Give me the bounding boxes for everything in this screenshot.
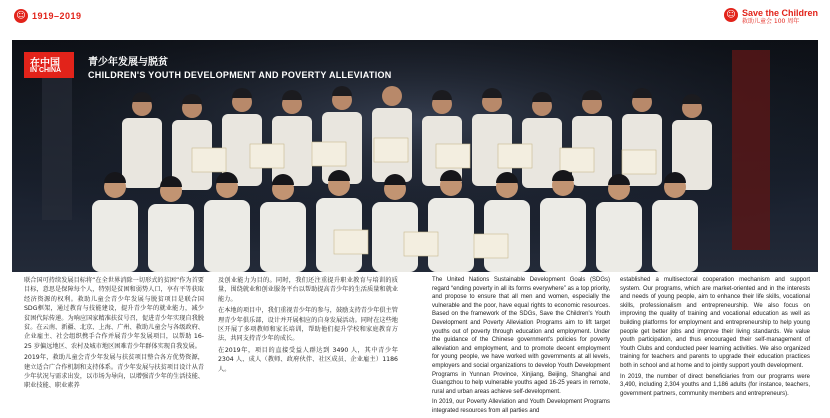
top-bar (0, 0, 830, 34)
paragraph: 在2019年，项目的直接受益人群达到 3490 人，其中青少年 2304 人、成人（教师、政府伙伴、社区成员、企业雇主）1186 人。 (218, 346, 398, 373)
section-title-en: CHILDREN'S YOUTH DEVELOPMENT AND POVERTY ALLEVIATION (88, 70, 392, 80)
paragraph: 及创业能力为目的。同时，我们还注重提升职业教育与培训的质量，围绕就业和创业服务平台以帮助提高青少年的生活质量和就业能力。 (218, 277, 398, 303)
paragraph: 2019年，救助儿童会青少年发展与扶贫项目整合各方优势资源，建立适合广合作机制和支持体系。青少年发展与扶贫项目设计从青少年状况与需求出发，以市场为导向，以增强青少年的生活技能、职业技能、职业素养 (24, 354, 204, 390)
section-label-cn: 在中国 (30, 58, 60, 69)
section-title-cn: 青少年发展与脱贫 (88, 57, 168, 68)
brand-name-cn: 救助儿童会 100 周年 (741, 18, 800, 25)
section-label (24, 52, 74, 78)
english-column-1 (432, 276, 610, 418)
chinese-column-2 (218, 276, 398, 376)
english-column-2 (620, 276, 810, 400)
save-the-children-logo-icon: ☺ (14, 9, 28, 23)
anniversary-years: 1919–2019 (32, 11, 82, 21)
paragraph: The United Nations Sustainable Development Goals (SDGs) regard “ending poverty in all its forms everywhere” as a top priority, and propose to ensure that all men and women, especially the vulnerable and the poor, have equal rights to economic resources. Based on the framework of the SDGs, Save the Children's Youth Development and Poverty Alleviation Programs aim to lift target youths out of poverty through education and employment. Under the guidance of the Chinese government's policies for poverty alleviation and employment, and to promote decent employment for young people, we have worked with governments at all levels, employers and social organizations to develop Youth Development Programs in Yunnan Province, Xinjiang, Beijing, Shanghai and Guangzhou to help vulnerable youths aged 16-25 years in remote, rural and urban areas achieve self-development. (432, 277, 610, 395)
paragraph: 联合国可持续发展目标将“在全世界消除一切形式的贫困”作为首要目标，意思是保障每个人，特别是贫困和弱势人口，享有平等获取经济资源的权利。救助儿童会青少年发展与脱贫项目是联合国SDG框架，通过教育与技能建设，提升青少年的就业能力，减少贫困代际传递。为响应国家精准扶贫号召，促进青少年实现自我脱贫。在云南、新疆、北京、上海、广州、救助儿童会与各级政府、企业雇主、社会组织携手合作并展青少年发展项目，以帮助 16-25 岁偏远地区、农村及城市地区困难青少年群体实现自我发展。 (24, 277, 204, 350)
section-title (88, 53, 392, 80)
chinese-column-1 (24, 276, 204, 393)
brand-name-en: Save the Children (741, 8, 818, 18)
section-label-en: IN CHINA (30, 67, 62, 74)
anniversary-mark (14, 9, 82, 23)
brand-logo (724, 8, 818, 26)
paragraph: 在本地的项目中，我们重视青少年的参与，鼓励支持青少年俱主管理青少年俱乐部，设计并开展相应的自身发展活动。同时在这些地区开展了多项教师和家长培训，帮助他们提升学校和家庭教育方法，共同支持青少年的成长。 (218, 307, 398, 343)
paragraph: established a multisectoral cooperation mechanism and support system. Our programs, which are market-oriented and in the interests and needs of young people, aim to enhance their life skills, vocational skills, professionalism and entrepreneurship. We also focus on improving the quality of training and vocational education as well as building platforms for employment and entrepreneurship to help young people get better jobs and improve their living standards. We value youth participation, and thus encouraged their self-management of Youth Clubs and conducted peer learning activities. We also organized training for teachers and parents to upgrade their education practices both in school and at home and to jointly support youth development. (620, 277, 810, 369)
paragraph: In 2019, the number of direct beneficiaries from our programs were 3,490, including 2,304 youths and 1,186 adults (for instance, teachers, government partners, community members and entrepreneurs). (620, 373, 810, 397)
save-the-children-logo-icon: ☺ (724, 8, 738, 22)
paragraph: In 2019, our Poverty Alleviation and Youth Development Programs integrated resources from all parties and (432, 399, 610, 414)
